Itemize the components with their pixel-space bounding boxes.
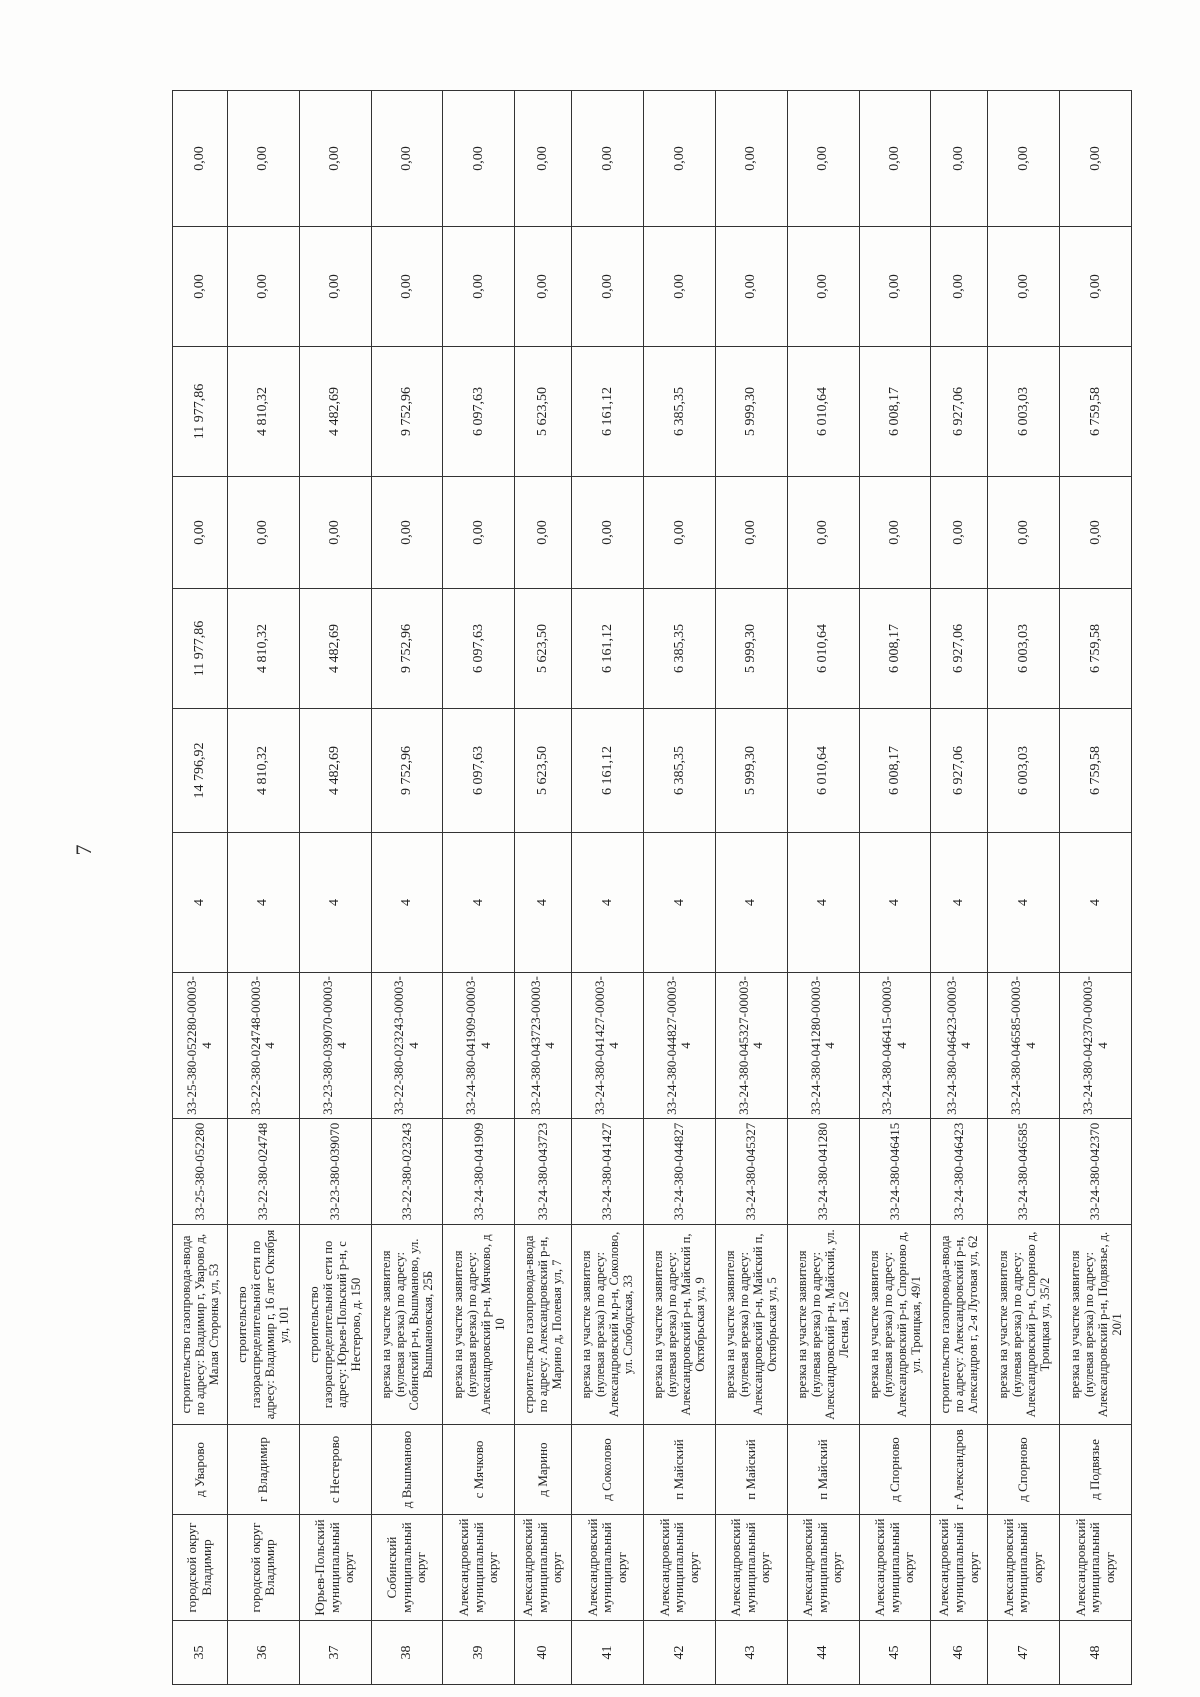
value-5-cell: 0,00: [988, 227, 1060, 347]
value-3-cell: 0,00: [443, 477, 515, 589]
work-description-cell: строительство газопровода-ввода по адресу: Александровский р-н, Александров г, 2-я Луговая ул, 62: [931, 1225, 988, 1425]
object-code-cell: 33-24-380-041909: [443, 1119, 515, 1225]
application-number-cell: 33-22-380-023243-00003-4: [371, 973, 443, 1119]
district-cell: городской округ Владимир: [227, 1515, 299, 1621]
value-1-cell: 6 097,63: [443, 709, 515, 833]
value-6-cell: 0,00: [715, 91, 787, 227]
gasification-table: [172, 90, 1132, 1685]
table-row: [1060, 91, 1132, 1685]
value-5-cell: 0,00: [443, 227, 515, 347]
value-5-cell: 0,00: [643, 227, 715, 347]
application-number-cell: 33-24-380-045327-00003-4: [715, 973, 787, 1119]
table-row: [371, 91, 443, 1685]
work-description-cell: строительство газопровода-ввода по адресу: Владимир г, Уварово д, Малая Сторонка ул, 53: [173, 1225, 228, 1425]
category-cell: 4: [173, 833, 228, 973]
locality-cell: п Майский: [643, 1425, 715, 1515]
district-cell: Александровский муниципальный округ: [515, 1515, 572, 1621]
value-1-cell: 6 010,64: [787, 709, 859, 833]
locality-cell: с Мячково: [443, 1425, 515, 1515]
work-description-cell: строительство газопровода-ввода по адресу: Александровский р-н, Марино д, Полевая ул, 7: [515, 1225, 572, 1425]
value-3-cell: 0,00: [371, 477, 443, 589]
table-row: [572, 91, 644, 1685]
category-cell: 4: [1060, 833, 1132, 973]
object-code-cell: 33-24-380-041427: [572, 1119, 644, 1225]
district-cell: Александровский муниципальный округ: [931, 1515, 988, 1621]
value-3-cell: 0,00: [173, 477, 228, 589]
work-description-cell: врезка на участке заявителя (нулевая врезка) по адресу: Александровский м.р-н, Соколово, ул. Слободская, 33: [572, 1225, 644, 1425]
application-number-cell: 33-22-380-024748-00003-4: [227, 973, 299, 1119]
value-6-cell: 0,00: [299, 91, 371, 227]
row-number: 48: [1060, 1621, 1132, 1685]
value-1-cell: 6 759,58: [1060, 709, 1132, 833]
object-code-cell: 33-24-380-046423: [931, 1119, 988, 1225]
category-cell: 4: [988, 833, 1060, 973]
locality-cell: д Спорново: [859, 1425, 931, 1515]
value-5-cell: 0,00: [371, 227, 443, 347]
work-description-cell: врезка на участке заявителя (нулевая врезка) по адресу: Александровский р-н, Подвязье, д. 20/1: [1060, 1225, 1132, 1425]
value-4-cell: 9 752,96: [371, 347, 443, 477]
value-5-cell: 0,00: [859, 227, 931, 347]
locality-cell: д Соколово: [572, 1425, 644, 1515]
value-1-cell: 6 161,12: [572, 709, 644, 833]
work-description-cell: врезка на участке заявителя (нулевая врезка) по адресу: Александровский р-н, Спорново д, ул. Троицкая, 49/1: [859, 1225, 931, 1425]
value-6-cell: 0,00: [443, 91, 515, 227]
table-row: [173, 91, 228, 1685]
application-number-cell: 33-24-380-046585-00003-4: [988, 973, 1060, 1119]
locality-cell: д Спорново: [988, 1425, 1060, 1515]
category-cell: 4: [515, 833, 572, 973]
table-row: [988, 91, 1060, 1685]
object-code-cell: 33-25-380-052280: [173, 1119, 228, 1225]
value-1-cell: 5 623,50: [515, 709, 572, 833]
value-2-cell: 6 008,17: [859, 589, 931, 709]
value-2-cell: 9 752,96: [371, 589, 443, 709]
row-number: 47: [988, 1621, 1060, 1685]
value-6-cell: 0,00: [643, 91, 715, 227]
value-5-cell: 0,00: [1060, 227, 1132, 347]
district-cell: Александровский муниципальный округ: [787, 1515, 859, 1621]
value-4-cell: 5 999,30: [715, 347, 787, 477]
value-2-cell: 6 759,58: [1060, 589, 1132, 709]
value-3-cell: 0,00: [572, 477, 644, 589]
application-number-cell: 33-24-380-046423-00003-4: [931, 973, 988, 1119]
value-2-cell: 4 810,32: [227, 589, 299, 709]
value-5-cell: 0,00: [227, 227, 299, 347]
object-code-cell: 33-24-380-043723: [515, 1119, 572, 1225]
value-3-cell: 0,00: [515, 477, 572, 589]
application-number-cell: 33-24-380-046415-00003-4: [859, 973, 931, 1119]
row-number: 36: [227, 1621, 299, 1685]
district-cell: Александровский муниципальный округ: [643, 1515, 715, 1621]
value-1-cell: 6 003,03: [988, 709, 1060, 833]
value-5-cell: 0,00: [572, 227, 644, 347]
work-description-cell: врезка на участке заявителя (нулевая врезка) по адресу: Александровский р-н, Майский п, Октябрьская ул, 9: [643, 1225, 715, 1425]
application-number-cell: 33-24-380-041909-00003-4: [443, 973, 515, 1119]
application-number-cell: 33-24-380-042370-00003-4: [1060, 973, 1132, 1119]
locality-cell: г Владимир: [227, 1425, 299, 1515]
value-6-cell: 0,00: [988, 91, 1060, 227]
work-description-cell: врезка на участке заявителя (нулевая врезка) по адресу: Собинский р-н, Вышманово, ул. Вышмановская, 25Б: [371, 1225, 443, 1425]
application-number-cell: 33-24-380-041427-00003-4: [572, 973, 644, 1119]
application-number-cell: 33-23-380-039070-00003-4: [299, 973, 371, 1119]
row-number: 35: [173, 1621, 228, 1685]
value-4-cell: 6 003,03: [988, 347, 1060, 477]
value-4-cell: 6 161,12: [572, 347, 644, 477]
row-number: 46: [931, 1621, 988, 1685]
value-2-cell: 6 385,35: [643, 589, 715, 709]
value-1-cell: 9 752,96: [371, 709, 443, 833]
value-2-cell: 6 097,63: [443, 589, 515, 709]
category-cell: 4: [859, 833, 931, 973]
row-number: 41: [572, 1621, 644, 1685]
row-number: 43: [715, 1621, 787, 1685]
locality-cell: д Подвязье: [1060, 1425, 1132, 1515]
row-number: 37: [299, 1621, 371, 1685]
value-2-cell: 5 999,30: [715, 589, 787, 709]
row-number: 38: [371, 1621, 443, 1685]
value-5-cell: 0,00: [299, 227, 371, 347]
table-row: [643, 91, 715, 1685]
page-number: 7: [71, 844, 96, 856]
locality-cell: д Марино: [515, 1425, 572, 1515]
object-code-cell: 33-23-380-039070: [299, 1119, 371, 1225]
value-6-cell: 0,00: [931, 91, 988, 227]
category-cell: 4: [931, 833, 988, 973]
category-cell: 4: [715, 833, 787, 973]
value-3-cell: 0,00: [859, 477, 931, 589]
row-number: 44: [787, 1621, 859, 1685]
table-row: [515, 91, 572, 1685]
work-description-cell: врезка на участке заявителя (нулевая врезка) по адресу: Александровский р-н, Спорново д, Троицкая ул, 35/2: [988, 1225, 1060, 1425]
object-code-cell: 33-24-380-042370: [1060, 1119, 1132, 1225]
table-row: [787, 91, 859, 1685]
locality-cell: п Майский: [787, 1425, 859, 1515]
district-cell: Собинский муниципальный округ: [371, 1515, 443, 1621]
district-cell: Александровский муниципальный округ: [988, 1515, 1060, 1621]
work-description-cell: строительство газораспределительной сети по адресу: Юрьев-Польский р-н, с Нестерово, д. 150: [299, 1225, 371, 1425]
value-3-cell: 0,00: [715, 477, 787, 589]
object-code-cell: 33-24-380-041280: [787, 1119, 859, 1225]
value-3-cell: 0,00: [787, 477, 859, 589]
value-4-cell: 6 010,64: [787, 347, 859, 477]
value-1-cell: 4 482,69: [299, 709, 371, 833]
work-description-cell: врезка на участке заявителя (нулевая врезка) по адресу: Александровский р-н, Мячково, д 10: [443, 1225, 515, 1425]
value-5-cell: 0,00: [931, 227, 988, 347]
value-5-cell: 0,00: [787, 227, 859, 347]
category-cell: 4: [299, 833, 371, 973]
row-number: 45: [859, 1621, 931, 1685]
application-number-cell: 33-25-380-052280-00003-4: [173, 973, 228, 1119]
category-cell: 4: [227, 833, 299, 973]
object-code-cell: 33-22-380-023243: [371, 1119, 443, 1225]
value-6-cell: 0,00: [371, 91, 443, 227]
value-1-cell: 6 008,17: [859, 709, 931, 833]
value-4-cell: 6 097,63: [443, 347, 515, 477]
application-number-cell: 33-24-380-044827-00003-4: [643, 973, 715, 1119]
locality-cell: д Вышманово: [371, 1425, 443, 1515]
value-6-cell: 0,00: [572, 91, 644, 227]
table-row: [715, 91, 787, 1685]
district-cell: Александровский муниципальный округ: [859, 1515, 931, 1621]
district-cell: Александровский муниципальный округ: [1060, 1515, 1132, 1621]
value-3-cell: 0,00: [931, 477, 988, 589]
value-1-cell: 14 796,92: [173, 709, 228, 833]
district-cell: Юрьев-Польский муниципальный округ: [299, 1515, 371, 1621]
application-number-cell: 33-24-380-041280-00003-4: [787, 973, 859, 1119]
value-3-cell: 0,00: [643, 477, 715, 589]
value-5-cell: 0,00: [715, 227, 787, 347]
value-6-cell: 0,00: [515, 91, 572, 227]
category-cell: 4: [787, 833, 859, 973]
locality-cell: д Уварово: [173, 1425, 228, 1515]
value-6-cell: 0,00: [173, 91, 228, 227]
value-3-cell: 0,00: [988, 477, 1060, 589]
work-description-cell: врезка на участке заявителя (нулевая врезка) по адресу: Александровский р-н, Майский п, Октябрьская ул, 5: [715, 1225, 787, 1425]
object-code-cell: 33-22-380-024748: [227, 1119, 299, 1225]
locality-cell: п Майский: [715, 1425, 787, 1515]
object-code-cell: 33-24-380-044827: [643, 1119, 715, 1225]
value-4-cell: 4 810,32: [227, 347, 299, 477]
value-6-cell: 0,00: [859, 91, 931, 227]
category-cell: 4: [643, 833, 715, 973]
value-6-cell: 0,00: [787, 91, 859, 227]
value-2-cell: 4 482,69: [299, 589, 371, 709]
value-1-cell: 5 999,30: [715, 709, 787, 833]
table-row: [299, 91, 371, 1685]
value-5-cell: 0,00: [515, 227, 572, 347]
value-1-cell: 6 385,35: [643, 709, 715, 833]
district-cell: Александровский муниципальный округ: [715, 1515, 787, 1621]
object-code-cell: 33-24-380-045327: [715, 1119, 787, 1225]
value-5-cell: 0,00: [173, 227, 228, 347]
category-cell: 4: [443, 833, 515, 973]
row-number: 40: [515, 1621, 572, 1685]
row-number: 42: [643, 1621, 715, 1685]
district-cell: городской округ Владимир: [173, 1515, 228, 1621]
locality-cell: с Нестерово: [299, 1425, 371, 1515]
table-row: [443, 91, 515, 1685]
value-3-cell: 0,00: [1060, 477, 1132, 589]
object-code-cell: 33-24-380-046415: [859, 1119, 931, 1225]
value-6-cell: 0,00: [1060, 91, 1132, 227]
value-4-cell: 6 927,06: [931, 347, 988, 477]
value-2-cell: 6 927,06: [931, 589, 988, 709]
value-2-cell: 6 003,03: [988, 589, 1060, 709]
locality-cell: г Александров: [931, 1425, 988, 1515]
value-4-cell: 11 977,86: [173, 347, 228, 477]
district-cell: Александровский муниципальный округ: [572, 1515, 644, 1621]
application-number-cell: 33-24-380-043723-00003-4: [515, 973, 572, 1119]
row-number: 39: [443, 1621, 515, 1685]
work-description-cell: врезка на участке заявителя (нулевая врезка) по адресу: Александровский р-н, Майский, ул. Лесная, 15/2: [787, 1225, 859, 1425]
table-row: [931, 91, 988, 1685]
table-row: [859, 91, 931, 1685]
value-3-cell: 0,00: [299, 477, 371, 589]
value-4-cell: 6 008,17: [859, 347, 931, 477]
value-2-cell: 6 010,64: [787, 589, 859, 709]
value-2-cell: 11 977,86: [173, 589, 228, 709]
value-2-cell: 5 623,50: [515, 589, 572, 709]
value-1-cell: 4 810,32: [227, 709, 299, 833]
object-code-cell: 33-24-380-046585: [988, 1119, 1060, 1225]
category-cell: 4: [572, 833, 644, 973]
value-4-cell: 6 759,58: [1060, 347, 1132, 477]
district-cell: Александровский муниципальный округ: [443, 1515, 515, 1621]
value-6-cell: 0,00: [227, 91, 299, 227]
value-3-cell: 0,00: [227, 477, 299, 589]
work-description-cell: строительство газораспределительной сети по адресу: Владимир г, 16 лет Октября ул, 101: [227, 1225, 299, 1425]
rotated-table-sheet: [172, 91, 1132, 1685]
table-row: [227, 91, 299, 1685]
value-4-cell: 6 385,35: [643, 347, 715, 477]
value-4-cell: 5 623,50: [515, 347, 572, 477]
value-1-cell: 6 927,06: [931, 709, 988, 833]
value-2-cell: 6 161,12: [572, 589, 644, 709]
category-cell: 4: [371, 833, 443, 973]
value-4-cell: 4 482,69: [299, 347, 371, 477]
